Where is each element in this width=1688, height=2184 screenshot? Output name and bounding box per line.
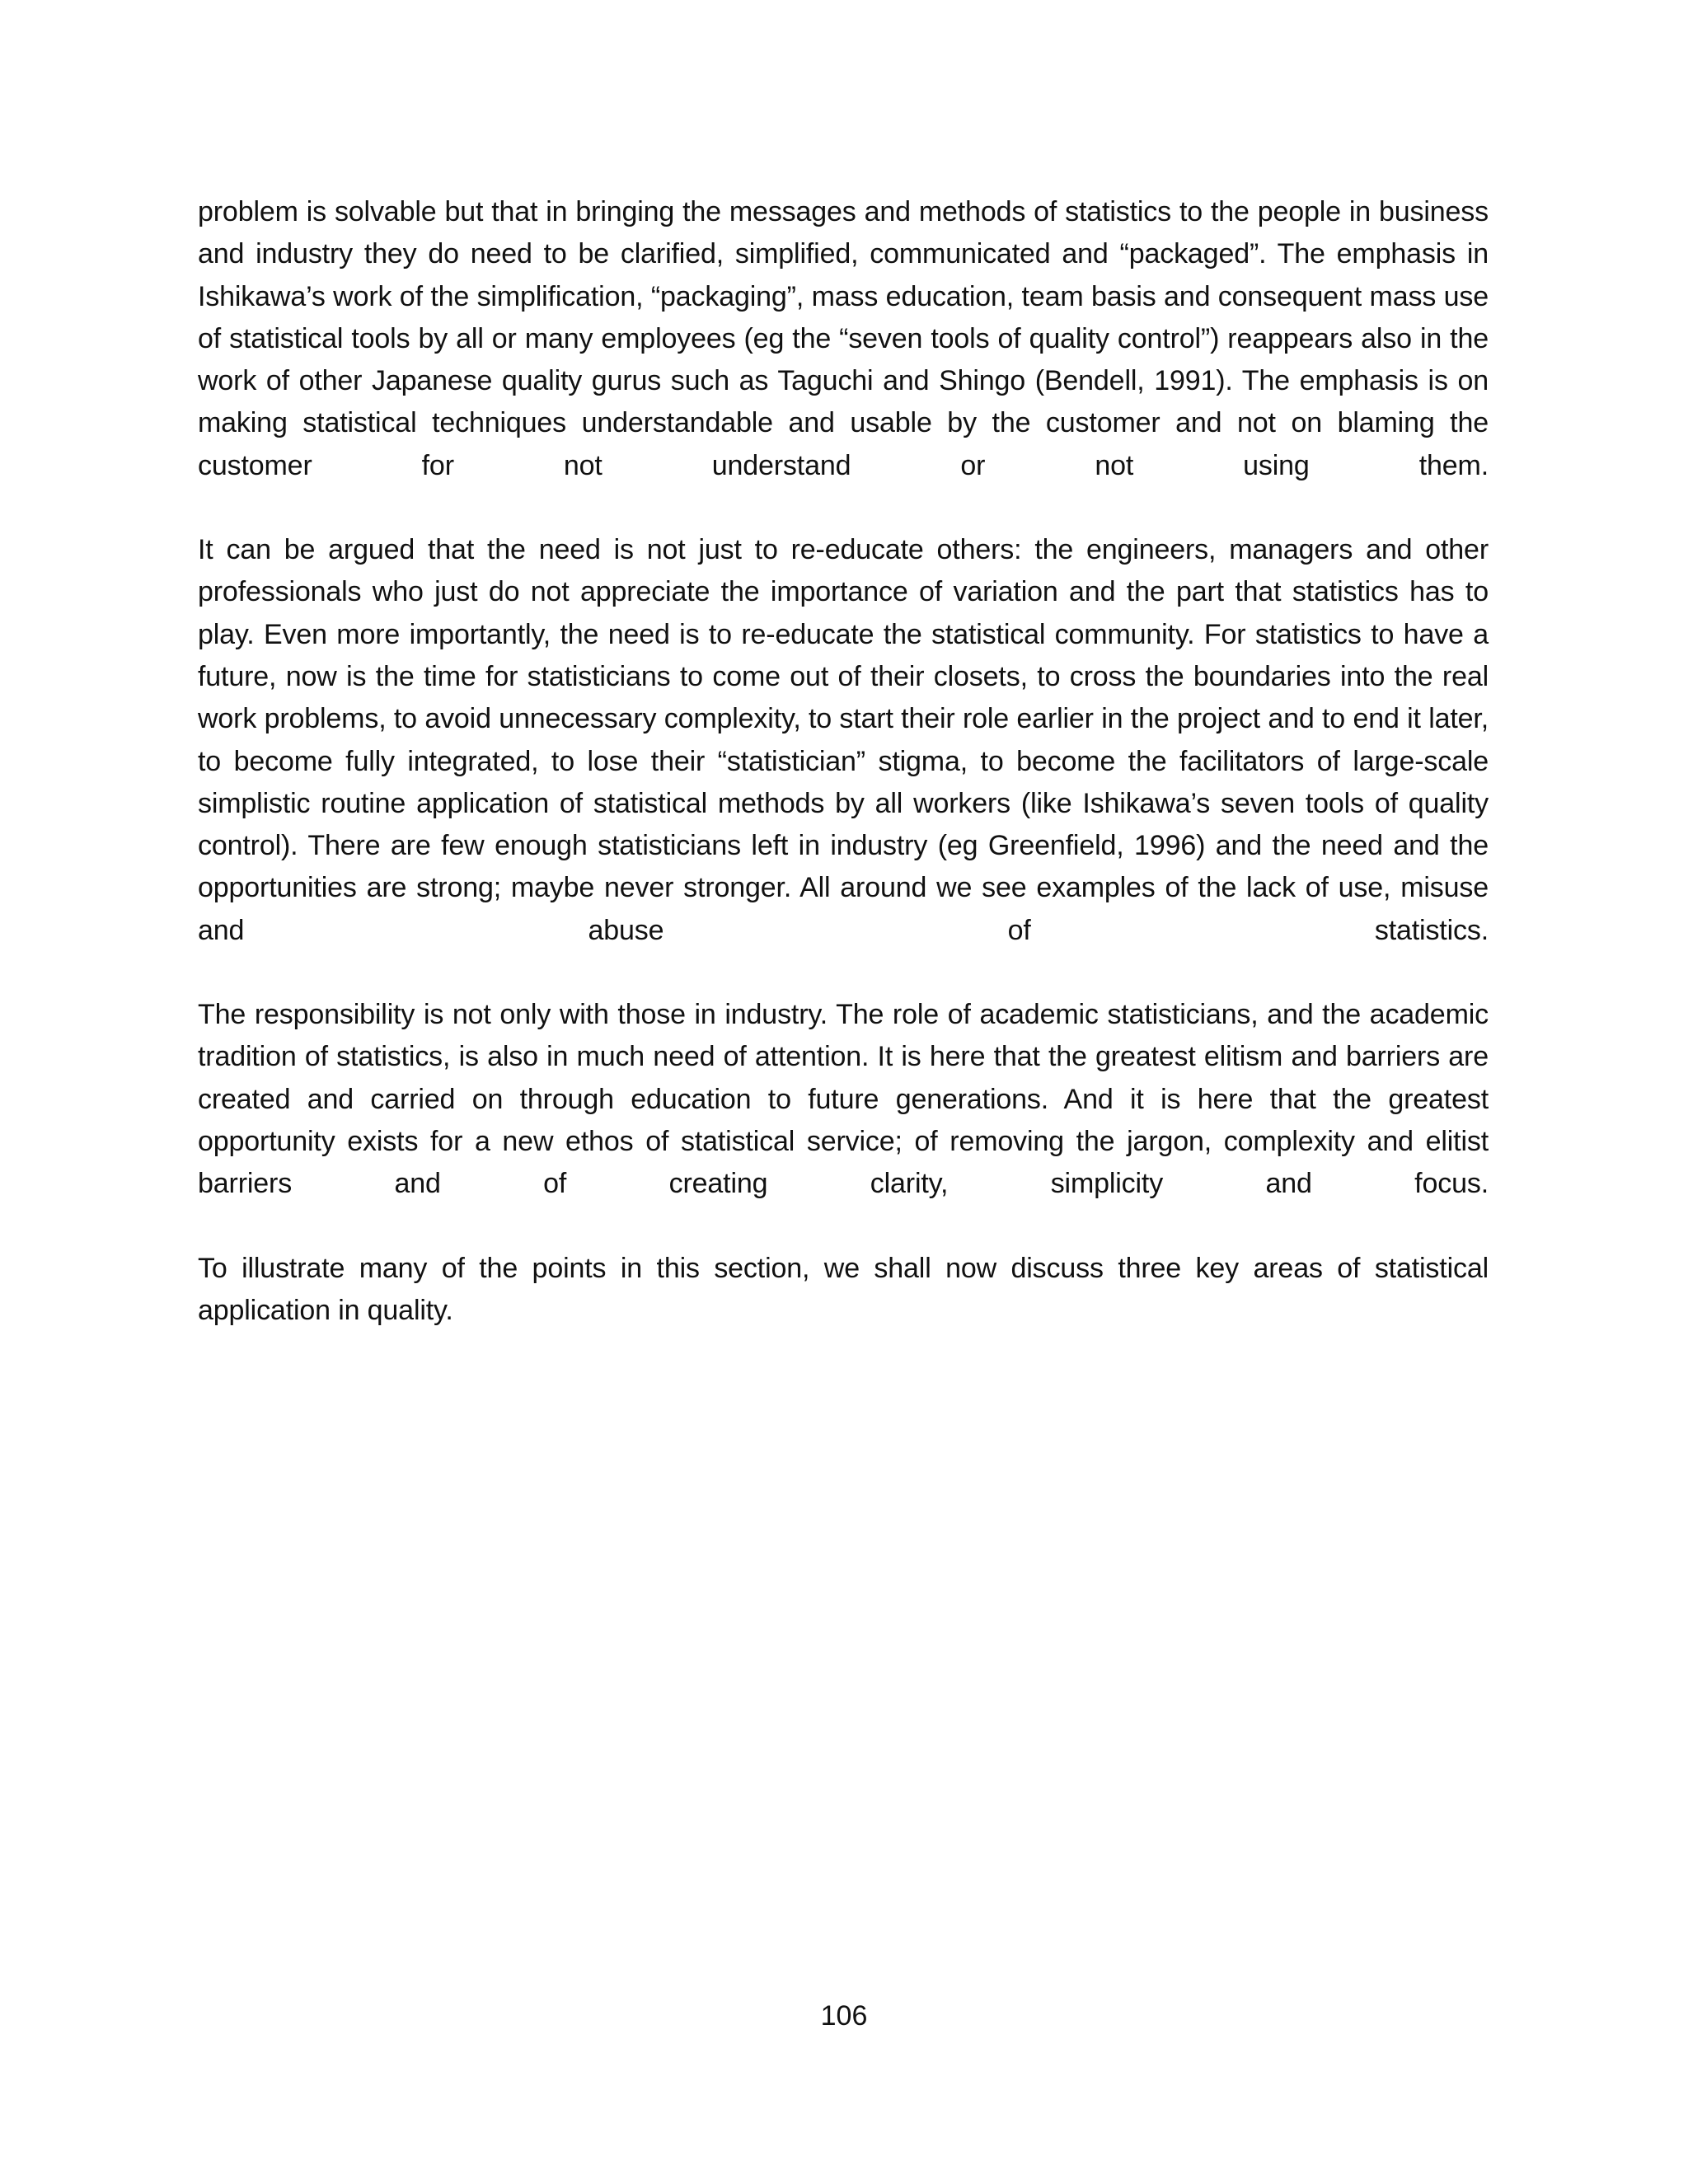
body-text — [198, 191, 1489, 1332]
page-number: 106 — [820, 2000, 868, 2032]
paragraph-1: problem is solvable but that in bringing the messages and methods of statistics to the people in business and industry they do need to be clarified, simplified, communicated and “packaged”. The emphasis in Ishikawa’s work of the simplification, “packaging”, mass education, team basis and consequent mass use of statistical tools by all or many employees (eg the “seven tools of quality control”) reappears also in the work of other Japanese quality gurus such as Taguchi and Shingo (Bendell, 1991). The emphasis is on making statistical techniques understandable and usable by the customer and not on blaming the customer for not understand or not using them. — [198, 196, 1489, 481]
paragraph-2: It can be argued that the need is not just to re-educate others: the engineers, managers and other professionals who just do not appreciate the importance of variation and the part that statistics has to play. Even more importantly, the need is to re-educate the statistical community. For statistics to have a future, now is the time for statisticians to come out of their closets, to cross the boundaries into the real work problems, to avoid unnecessary complexity, to start their role earlier in the project and to end it later, to become fully integrated, to lose their “statistician” stigma, to become the facilitators of large-scale simplistic routine application of statistical methods by all workers (like Ishikawa’s seven tools of quality control). There are few enough statisticians left in industry (eg Greenfield, 1996) and the need and the opportunities are strong; maybe never stronger. All around we see examples of the lack of use, misuse and abuse of statistics. — [198, 534, 1489, 946]
paragraph-3: The responsibility is not only with those in industry. The role of academic statisticians, and the academic tradition of statistics, is also in much need of attention. It is here that the greatest elitism and barriers are created and carried on through education to future generations. And it is here that the greatest opportunity exists for a new ethos of statistical service; of removing the jargon, complexity and elitist barriers and of creating clarity, simplicity and focus. — [198, 999, 1489, 1200]
paragraph-4: To illustrate many of the points in this section, we shall now discuss three key areas of statistical application in quality. — [198, 1252, 1489, 1326]
